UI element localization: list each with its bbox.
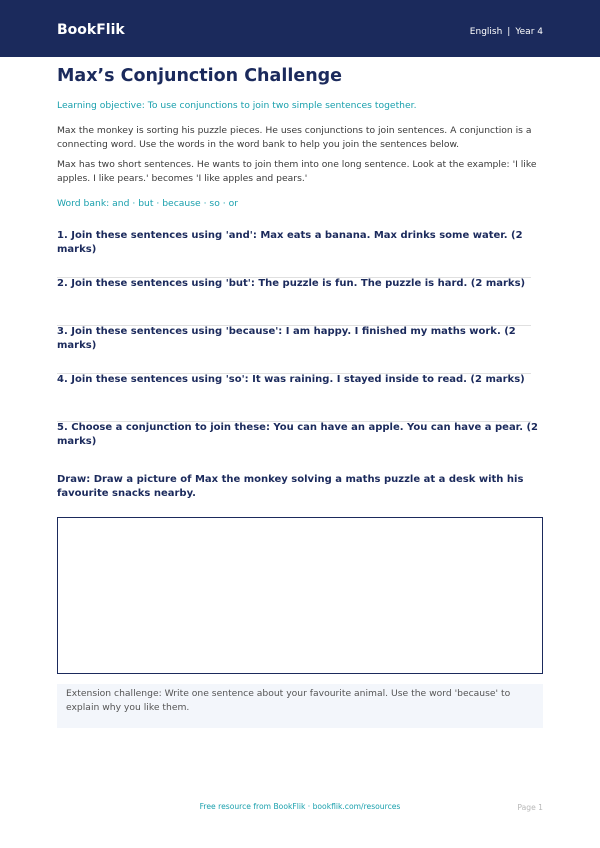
subject-label: English [469,27,503,37]
drawing-area[interactable] [57,517,543,674]
extension-challenge: Extension challenge: Write one sentence about your favourite animal. Use the word 'because' to explain why you like them. [57,684,543,728]
footer-resource-link[interactable]: Free resource from BookFlik · bookflik.com/resources [199,802,401,811]
question-3: 3. Join these sentences using 'because': I am happy. I finished my maths work. (2 marks) [57,326,516,351]
header-separator: | [507,27,511,37]
question-4: 4. Join these sentences using 'so': It was raining. I stayed inside to read. (2 marks) [57,374,525,385]
example-paragraph: Max has two short sentences. He wants to join them into one long sentence. Look at the example: 'I like apples. I like pears.' becomes 'I like apples and pears.' [57,159,537,184]
question-2: 2. Join these sentences using 'but': The puzzle is fun. The puzzle is hard. (2 marks) [57,278,526,289]
question-5: 5. Choose a conjunction to join these: You can have an apple. You can have a pear. (2 marks) [57,422,539,447]
draw-prompt: Draw: Draw a picture of Max the monkey solving a maths puzzle at a desk with his favourite snacks nearby. [57,474,524,499]
subject-year-label [470,27,543,37]
intro-paragraph: Max the monkey is sorting his puzzle pieces. He uses conjunctions to join sentences. A conjunction is a connecting word. Use the words in the word bank to help you join the sentences below. [57,125,532,150]
learning-objective: Learning objective: To use conjunctions to join two simple sentences together. [57,100,417,111]
brand-logo: BookFlik [57,22,125,38]
word-bank: Word bank: and · but · because · so · or [57,198,238,209]
year-label: Year 4 [515,27,543,37]
question-1: 1. Join these sentences using 'and': Max eats a banana. Max drinks some water. (2 marks) [57,230,523,255]
page-number: Page 1 [517,803,543,812]
worksheet-title: Max’s Conjunction Challenge [57,66,343,86]
page-header [0,0,600,57]
